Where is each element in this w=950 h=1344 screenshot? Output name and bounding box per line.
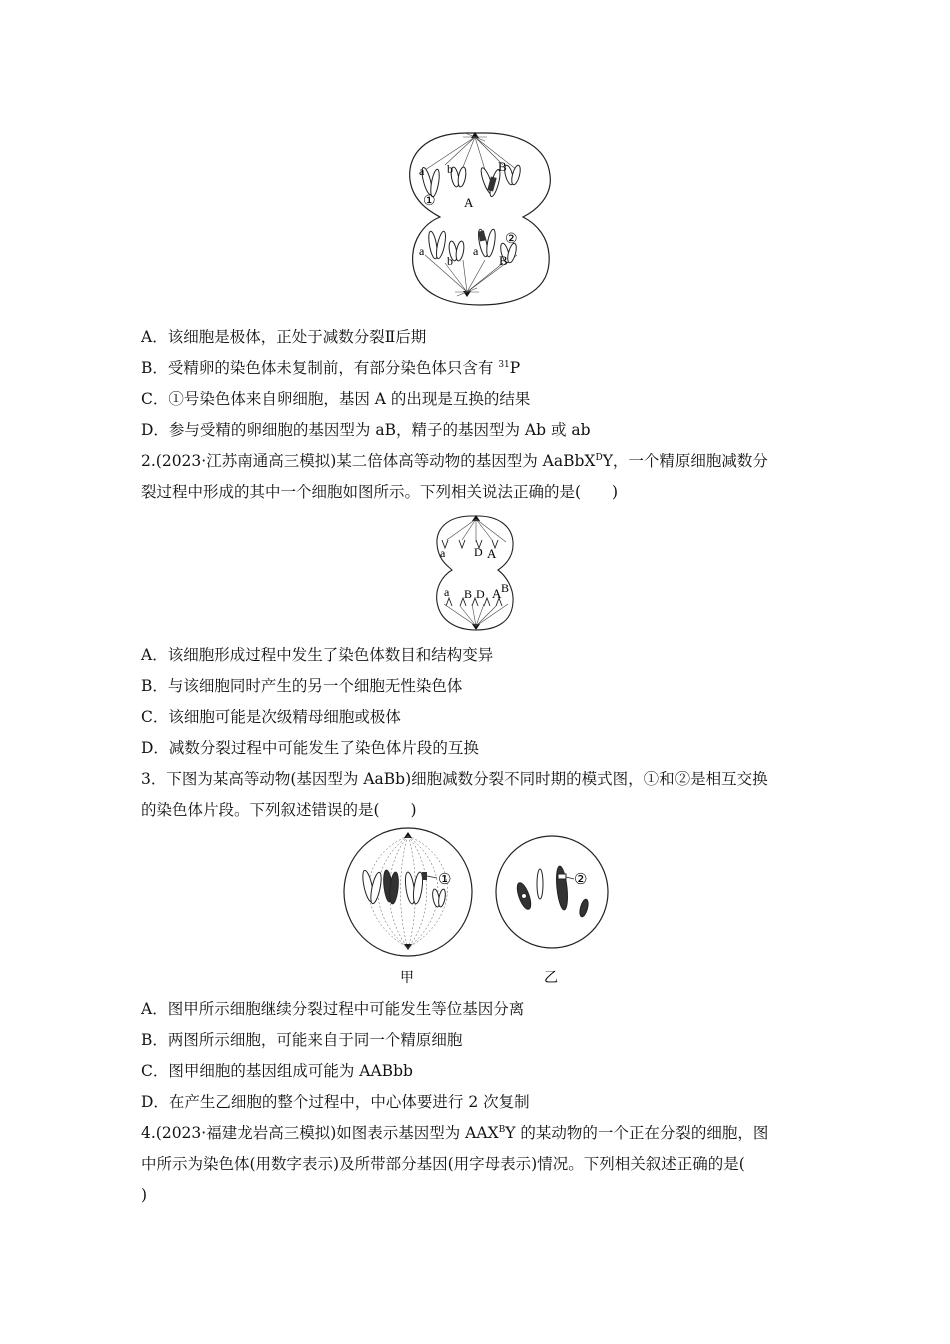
cell-label-jia: 甲 (400, 971, 414, 986)
gene-label-a: a (440, 546, 446, 560)
gene-label-A: A (464, 195, 474, 210)
dividing-cell-diagram-1 (405, 125, 555, 310)
q2-option-b: B．与该细胞同时产生的另一个细胞无性染色体 (141, 677, 463, 695)
cell-membrane (410, 133, 551, 305)
q1-option-a: A．该细胞是极体，正处于减数分裂Ⅱ后期 (141, 328, 427, 346)
figure-q2-cell (432, 512, 518, 634)
gene-label-B: B (464, 587, 473, 601)
cell-yi-membrane (496, 836, 608, 948)
meiosis-diagrams-jia-yi (338, 826, 624, 988)
q4-stem-line1: 4.(2023·福建龙岩高三模拟)如图表示基因型为 $AAX^BY$ 的某动物的一个正在分裂的细胞，图 (141, 1124, 769, 1142)
q3-stem-line1: 3．下图为某高等动物(基因型为 AaBb)细胞减数分裂不同时期的模式图，①和②是相互交换 (141, 770, 768, 788)
gene-label-a: a (444, 585, 450, 599)
segment-label-2: ② (574, 872, 588, 888)
chromosome-label-2: ② (505, 232, 518, 247)
gene-label-B: B (499, 253, 508, 268)
figure-q3-cells (338, 826, 624, 988)
gene-label-A: A (492, 586, 502, 601)
gene-label-b: b (447, 162, 453, 176)
gene-label-a: a (419, 164, 425, 178)
q3-option-a: A．图甲所示细胞继续分裂过程中可能发生等位基因分离 (141, 1000, 525, 1018)
gene-label-D: D (474, 545, 483, 559)
dividing-cell-diagram-2 (432, 512, 518, 634)
q2-option-a: A．该细胞形成过程中发生了染色体数目和结构变异 (141, 646, 494, 664)
gene-label-b: b (447, 254, 453, 268)
gene-label-a: a (419, 244, 425, 258)
figure-q1-cell (405, 125, 555, 310)
q1-option-c: C．①号染色体来自卵细胞，基因 A 的出现是互换的结果 (141, 390, 531, 408)
gene-label-a: a (473, 244, 479, 258)
q2-option-c: C．该细胞可能是次级精母细胞或极体 (141, 708, 401, 726)
cell-membrane (437, 516, 513, 630)
q4-stem-line2: 中所示为染色体(用数字表示)及所带部分基因(用字母表示)情况。下列相关叙述正确的是( (141, 1155, 745, 1173)
q4-stem-line3: ) (141, 1186, 148, 1204)
q1-option-d: D．参与受精的卵细胞的基因型为 aB，精子的基因型为 Ab 或 ab (141, 421, 591, 439)
q1-option-b: B．受精卵的染色体未复制前，有部分染色体只含有 $^{31}$P (141, 359, 521, 377)
gene-label-B: B (501, 581, 510, 595)
gene-label-A: A (487, 546, 497, 561)
q2-stem-line2: 裂过程中形成的其中一个细胞如图所示。下列相关说法正确的是( ) (141, 483, 619, 501)
q2-stem-line1: 2.(2023·江苏南通高三模拟)某二倍体高等动物的基因型为 AaBbX$^D$Y，一个精原细胞减数分 (141, 452, 768, 470)
cell-label-yi: 乙 (544, 971, 558, 986)
chromosome-label-1: ① (423, 194, 436, 209)
gene-label-B: B (498, 159, 507, 174)
segment-label-1: ① (438, 872, 452, 888)
q2-option-d: D．减数分裂过程中可能发生了染色体片段的互换 (141, 739, 479, 757)
q3-option-c: C．图甲细胞的基因组成可能为 AABbb (141, 1062, 413, 1080)
gene-label-D: D (476, 587, 485, 601)
q3-stem-line2: 的染色体片段。下列叙述错误的是( ) (141, 801, 417, 819)
q3-option-b: B．两图所示细胞，可能来自于同一个精原细胞 (141, 1031, 463, 1049)
q3-option-d: D．在产生乙细胞的整个过程中，中心体要进行 2 次复制 (141, 1093, 530, 1111)
